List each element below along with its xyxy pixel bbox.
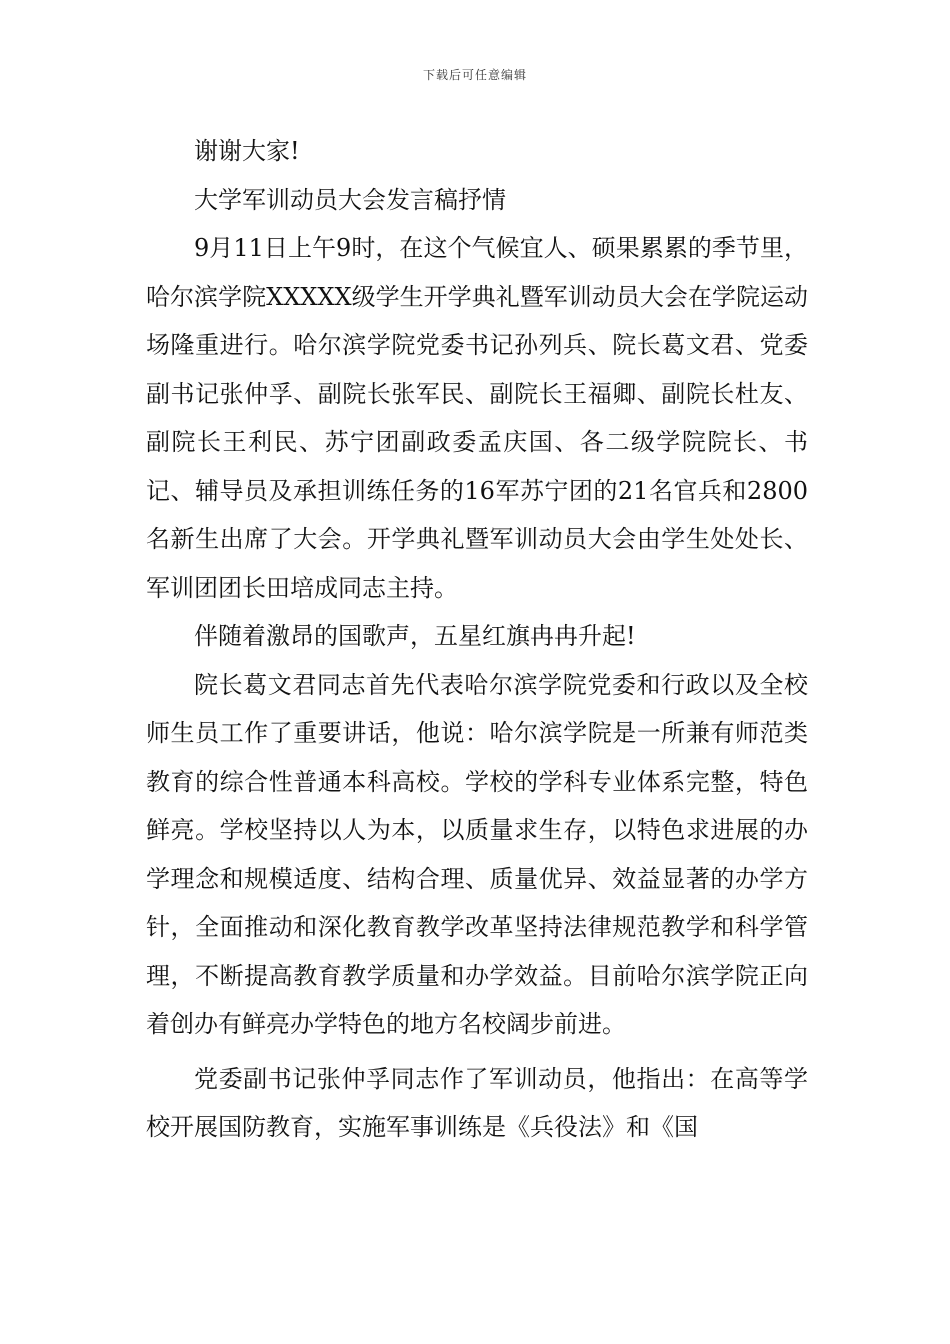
page-header-note: 下载后可任意编辑	[422, 68, 527, 82]
paragraph-ceremony: 9月11日上午9时，在这个气候宜人、硕果累累的季节里，哈尔滨学院XXXXX级学生开学典礼暨军训动员大会在学院运动场隆重进行。哈尔滨学院党委书记孙列兵、院长葛文君、党委副书记张仲孚、副院长张军民、副院长王福卿、副院长杜友、副院长王利民、苏宁团副政委孟庆国、各二级学院院长、书记、辅导员及承担训练任务的16军苏宁团的21名官兵和2800名新生出席了大会。开学典礼暨军训动员大会由学生处处长、军训团团长田培成同志主持。	[146, 234, 808, 602]
document-body	[146, 127, 808, 1152]
paragraph-president-speech: 院长葛文君同志首先代表哈尔滨学院党委和行政以及全校师生员工作了重要讲话，他说：哈尔滨学院是一所兼有师范类教育的综合性普通本科高校。学校的学科专业体系完整，特色鲜亮。学校坚持以人为本，以质量求生存，以特色求进展的办学理念和规模适度、结构合理、质量优异、效益显著的办学方针，全面推动和深化教育教学改革坚持法律规范教学和科学管理，不断提高教育教学质量和办学效益。目前哈尔滨学院正向着创办有鲜亮办学特色的地方名校阔步前进。	[146, 670, 808, 1038]
paragraph-mobilization: 党委副书记张仲孚同志作了军训动员，他指出：在高等学校开展国防教育，实施军事训练是《兵役法》和《国	[146, 1064, 808, 1141]
section-title: 大学军训动员大会发言稿抒情	[194, 185, 506, 214]
closing-line: 谢谢大家!	[194, 137, 300, 165]
paragraph-anthem: 伴随着激昂的国歌声，五星红旗冉冉升起!	[194, 622, 636, 650]
